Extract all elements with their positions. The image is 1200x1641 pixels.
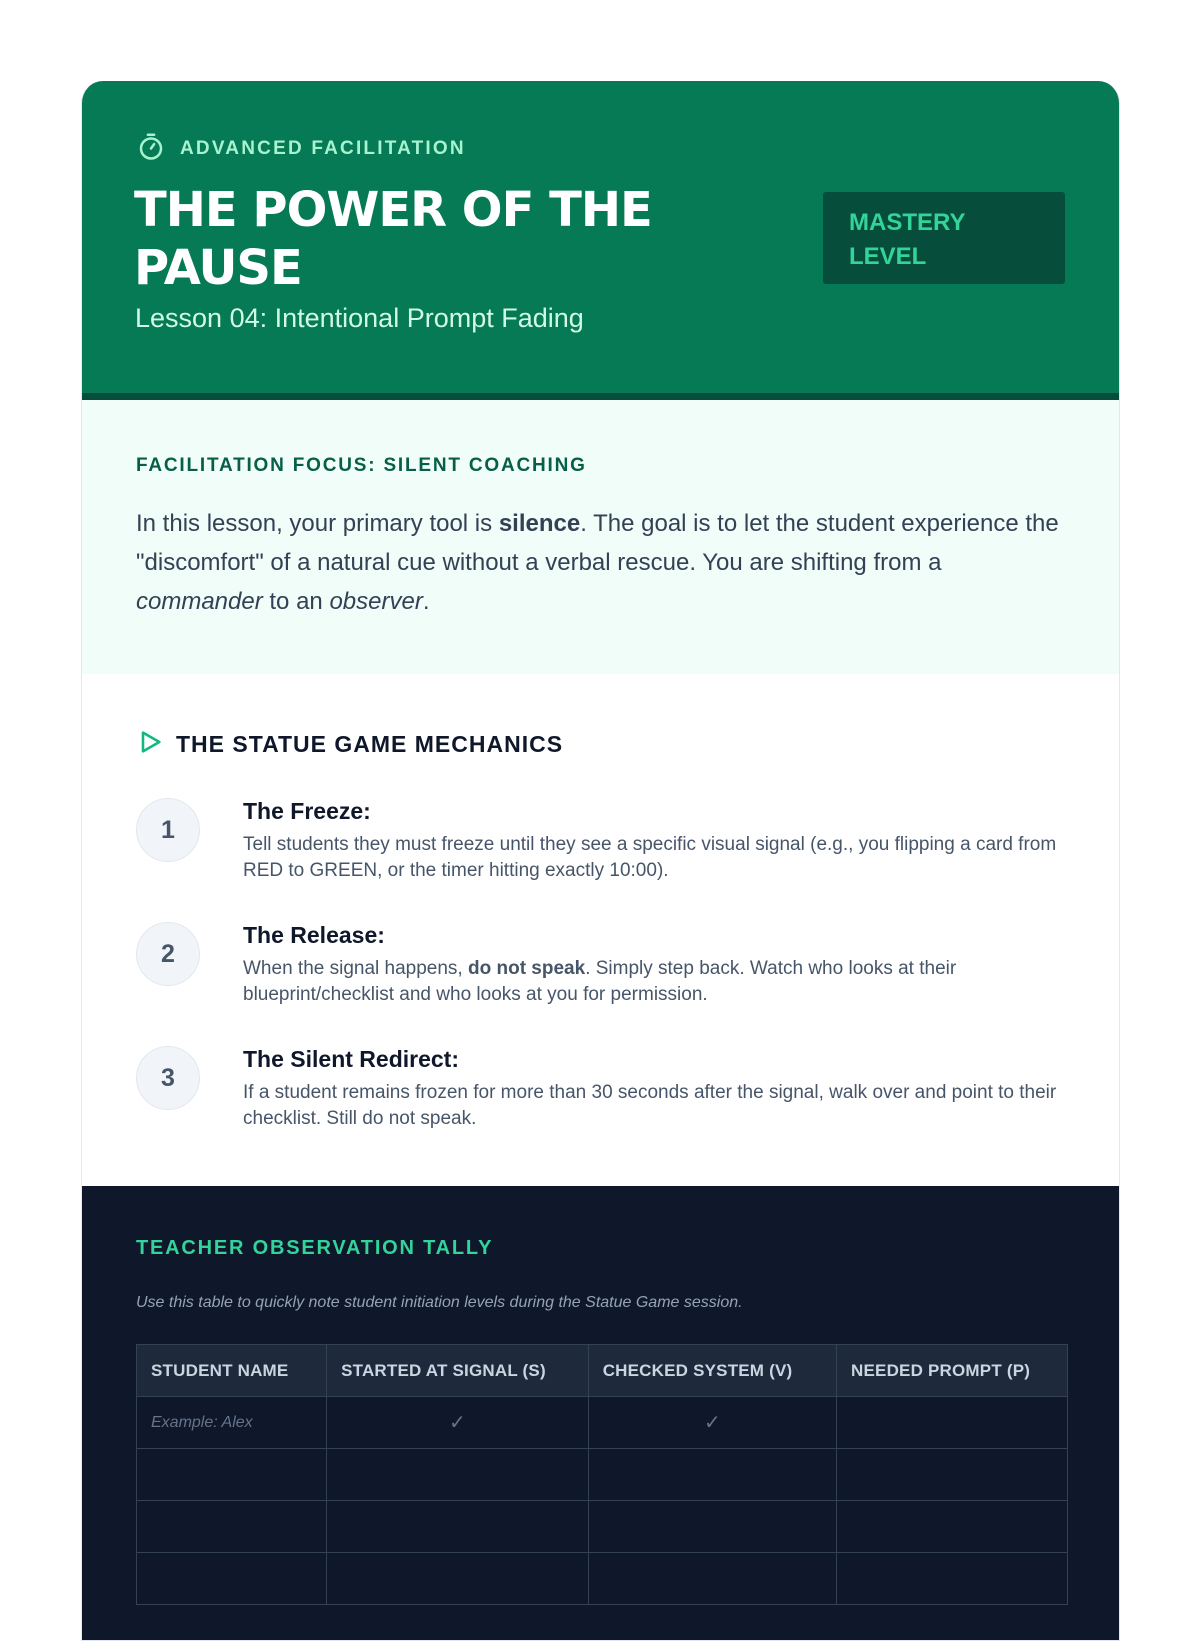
tally-note: Use this table to quickly note student initiation levels during the Statue Game session. xyxy=(136,1294,743,1311)
level-badge: MASTERY LEVEL xyxy=(822,191,1066,285)
focus-italic-2: observer xyxy=(329,588,423,615)
table-cell[interactable] xyxy=(588,1501,836,1553)
lesson-subtitle: Lesson 04: Intentional Prompt Fading xyxy=(135,303,584,333)
step-description xyxy=(243,956,1073,1008)
step-number: 3 xyxy=(136,1046,200,1110)
step-title: The Release: xyxy=(243,922,385,948)
play-icon xyxy=(136,728,164,761)
table-cell[interactable] xyxy=(327,1449,589,1501)
focus-text-4: . xyxy=(422,588,430,615)
table-row xyxy=(137,1501,1068,1553)
focus-paragraph xyxy=(136,504,1066,621)
mechanics-heading xyxy=(136,728,563,761)
column-header: STUDENT NAME xyxy=(137,1345,327,1397)
table-header-row xyxy=(137,1345,1068,1397)
table-row xyxy=(137,1449,1068,1501)
table-row xyxy=(137,1553,1068,1605)
tally-heading: TEACHER OBSERVATION TALLY xyxy=(136,1237,494,1259)
mechanics-heading-label: THE STATUE GAME MECHANICS xyxy=(176,731,564,757)
focus-heading: FACILITATION FOCUS: SILENT COACHING xyxy=(136,455,587,476)
table-cell[interactable]: ✓ xyxy=(588,1397,836,1449)
step-description: Tell students they must freeze until they see a specific visual signal (e.g., you flipping a card from RED to GREEN, or the timer hitting exactly 10:00). xyxy=(243,834,1057,881)
table-row xyxy=(137,1397,1068,1449)
step-desc-part: When the signal happens, xyxy=(243,958,468,979)
table-cell[interactable] xyxy=(837,1397,1068,1449)
tally-table xyxy=(136,1344,1068,1605)
page-title: THE POWER OF THE PAUSE xyxy=(134,182,652,296)
focus-bold: silence xyxy=(498,510,581,537)
focus-text-3: to an xyxy=(262,588,330,615)
table-cell[interactable]: ✓ xyxy=(327,1397,589,1449)
column-header: CHECKED SYSTEM (V) xyxy=(588,1345,836,1397)
table-cell[interactable] xyxy=(837,1501,1068,1553)
eyebrow-label: ADVANCED FACILITATION xyxy=(180,137,466,159)
mechanics-section xyxy=(82,674,1119,1186)
step-title: The Freeze: xyxy=(243,798,371,824)
table-cell[interactable] xyxy=(837,1449,1068,1501)
lesson-card xyxy=(81,81,1120,1641)
column-header: STARTED AT SIGNAL (S) xyxy=(327,1345,589,1397)
step-desc-bold: do not speak xyxy=(468,958,586,979)
column-header: NEEDED PROMPT (P) xyxy=(837,1345,1068,1397)
table-cell[interactable] xyxy=(837,1553,1068,1605)
table-cell[interactable] xyxy=(137,1501,327,1553)
step-number: 1 xyxy=(136,798,200,862)
focus-text-2: . The goal is to let the student experience the "discomfort" of a natural cue without a verbal rescue. You are shifting from a xyxy=(136,510,1059,576)
table-cell[interactable] xyxy=(588,1449,836,1501)
table-cell[interactable] xyxy=(588,1553,836,1605)
table-cell[interactable] xyxy=(137,1553,327,1605)
table-cell[interactable] xyxy=(137,1449,327,1501)
lesson-header xyxy=(82,81,1119,400)
focus-italic-1: commander xyxy=(136,588,263,615)
step-title: The Silent Redirect: xyxy=(243,1046,459,1072)
stopwatch-icon xyxy=(136,131,166,166)
observation-tally-section xyxy=(82,1186,1119,1641)
table-cell[interactable] xyxy=(327,1553,589,1605)
step-number: 2 xyxy=(136,922,200,986)
table-cell[interactable] xyxy=(327,1501,589,1553)
step-desc-part: . Simply step back. Watch who looks at their blueprint/checklist and who looks at you for permission. xyxy=(243,958,957,1005)
eyebrow xyxy=(136,131,466,166)
facilitation-focus-section xyxy=(82,400,1119,674)
table-cell[interactable]: Example: Alex xyxy=(137,1397,327,1449)
focus-text-1: In this lesson, your primary tool is xyxy=(136,510,499,537)
step-description: If a student remains frozen for more than 30 seconds after the signal, walk over and point to their checklist. Still do not speak. xyxy=(243,1082,1057,1129)
